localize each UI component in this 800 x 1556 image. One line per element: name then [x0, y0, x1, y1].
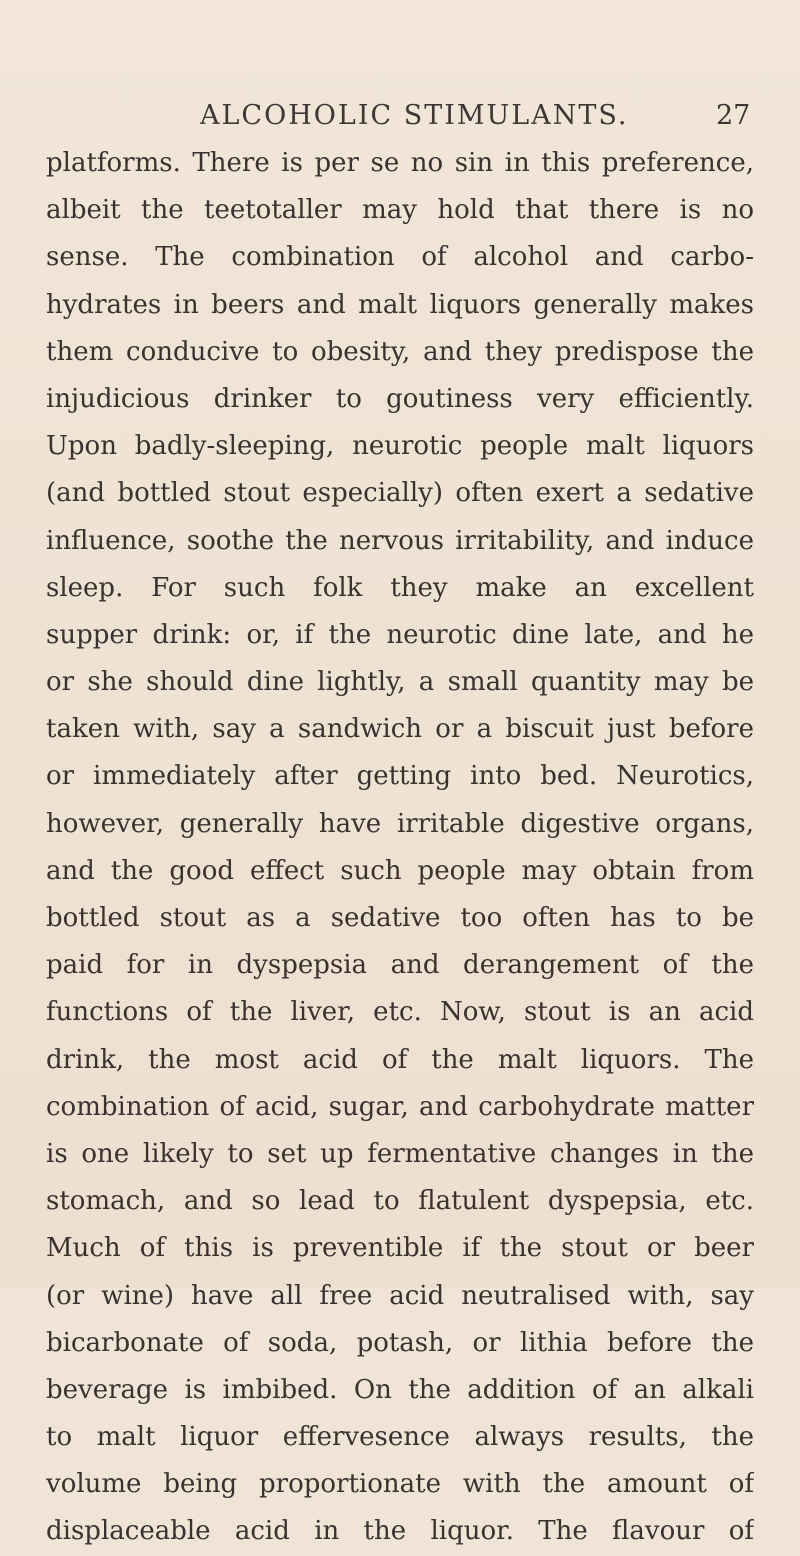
- text-line: Much of this is preventible if the stout or beer: [46, 1233, 754, 1264]
- text-line: combination of acid, sugar, and carbohydrate matter: [46, 1091, 754, 1122]
- text-line: (and bottled stout especially) often exert a sedative: [46, 478, 754, 509]
- text-line: sleep. For such folk they make an excellent: [46, 572, 754, 603]
- text-line: to malt liquor effervesence always results, the: [46, 1422, 754, 1453]
- text-line: functions of the liver, etc. Now, stout is an acid: [46, 997, 754, 1028]
- text-line: displaceable acid in the liquor. The flavour of: [46, 1516, 754, 1547]
- text-line: bottled stout as a sedative too often has to be: [46, 903, 754, 933]
- text-line: them conducive to obesity, and they predispose the: [46, 336, 754, 367]
- text-line: volume being proportionate with the amount of: [46, 1469, 754, 1500]
- text-line: platforms. There is per se no sin in this preference,: [46, 148, 754, 178]
- text-line: influence, soothe the nervous irritability, and induce: [46, 525, 754, 556]
- text-line: and the good effect such people may obtain from: [46, 855, 754, 886]
- text-line: is one likely to set up fermentative changes in the: [46, 1138, 754, 1169]
- text-line: taken with, say a sandwich or a biscuit just before: [46, 714, 754, 745]
- running-head-title: ALCOHOLIC STIMULANTS.: [200, 100, 629, 131]
- text-line: hydrates in beers and malt liquors generally makes: [46, 289, 754, 320]
- text-line: paid for in dyspepsia and derangement of the: [46, 950, 754, 981]
- page-number: 27: [716, 100, 751, 131]
- text-line: (or wine) have all free acid neutralised with, say: [46, 1280, 754, 1311]
- text-line: bicarbonate of soda, potash, or lithia before the: [46, 1327, 754, 1358]
- text-line: or she should dine lightly, a small quantity may be: [46, 667, 754, 698]
- text-line: stomach, and so lead to flatulent dyspepsia, etc.: [46, 1186, 754, 1217]
- running-head: [0, 100, 800, 140]
- text-line: or immediately after getting into bed. Neurotics,: [46, 761, 754, 792]
- text-line: albeit the teetotaller may hold that there is no: [46, 195, 754, 226]
- text-line: however, generally have irritable digestive organs,: [46, 808, 754, 839]
- text-line: sense. The combination of alcohol and carbo-: [46, 242, 754, 273]
- text-line: injudicious drinker to goutiness very efficiently.: [46, 383, 754, 414]
- text-line: drink, the most acid of the malt liquors. The: [46, 1044, 754, 1075]
- text-line: beverage is imbibed. On the addition of an alkali: [46, 1374, 754, 1405]
- body-text: [46, 140, 754, 1556]
- text-line: supper drink: or, if the neurotic dine late, and he: [46, 619, 754, 650]
- text-line: Upon badly-sleeping, neurotic people malt liquors: [46, 431, 754, 462]
